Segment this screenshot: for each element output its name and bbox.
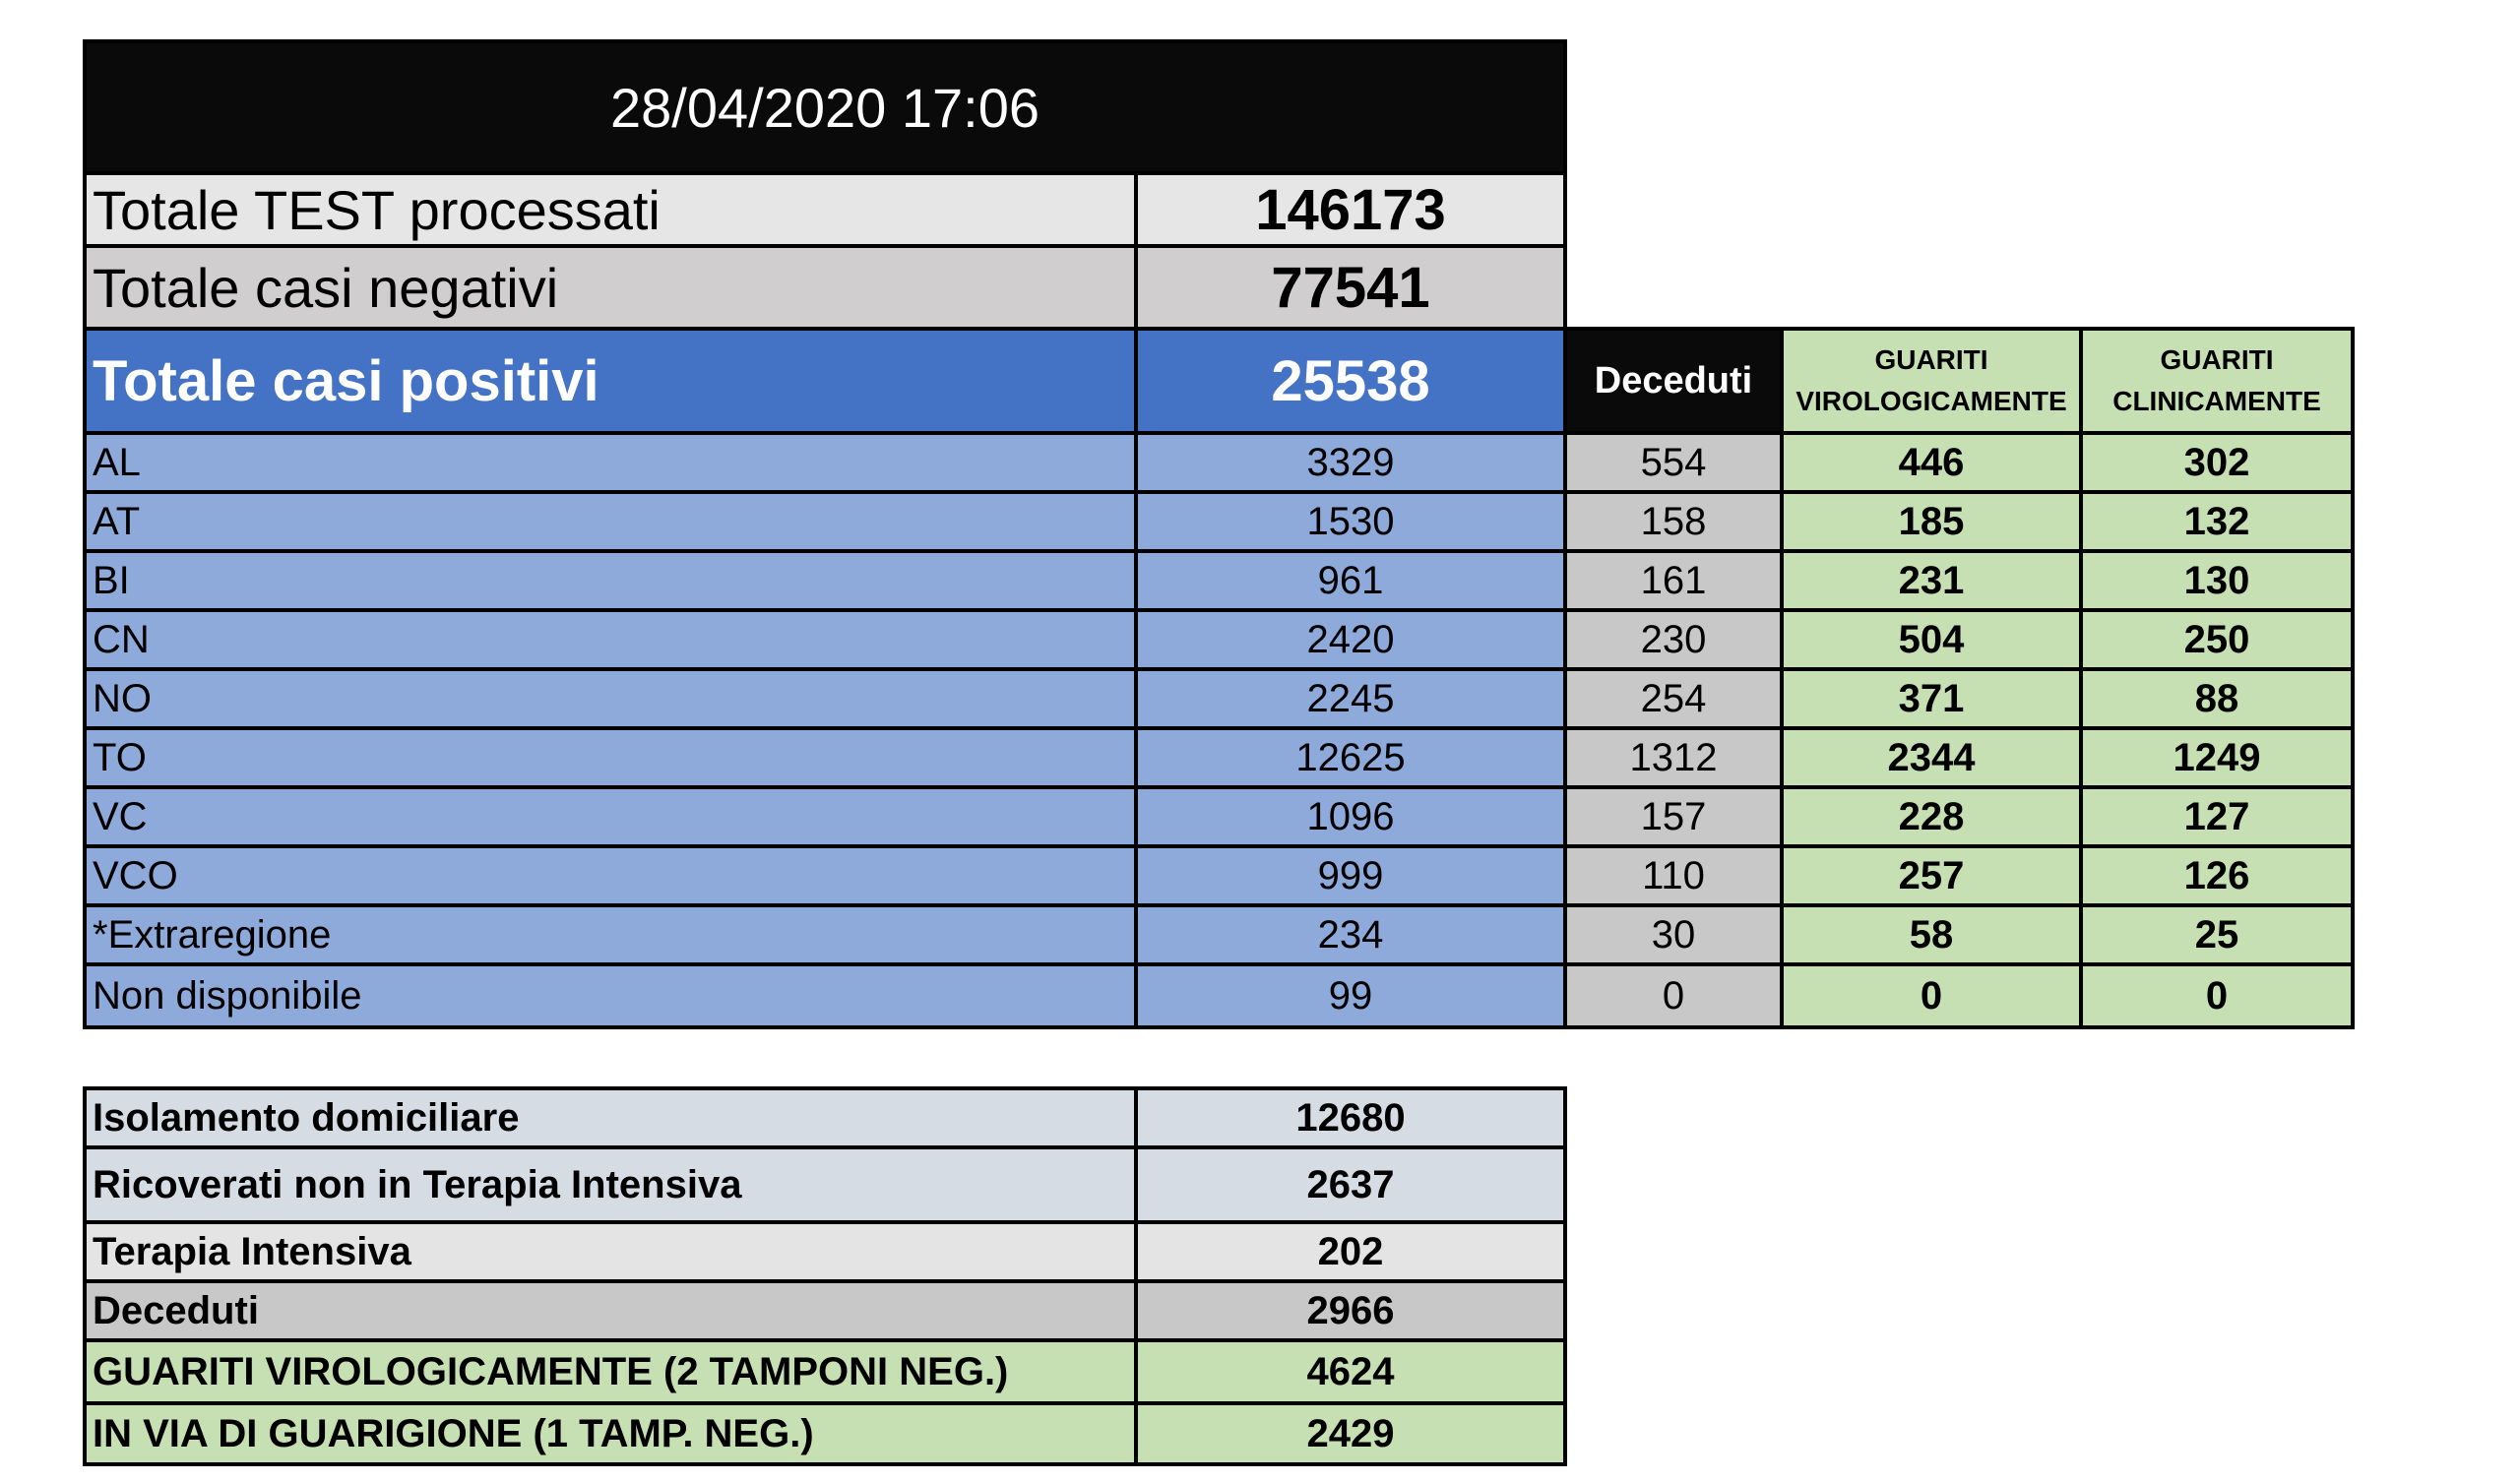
province-name: CN xyxy=(83,608,1138,671)
province-guariti-viro: 228 xyxy=(1780,785,2083,848)
province-guariti-viro: 0 xyxy=(1780,962,2083,1029)
province-positivi: 3329 xyxy=(1134,431,1567,494)
province-guariti-clin: 0 xyxy=(2079,962,2355,1029)
totale-negativi-value: 77541 xyxy=(1134,244,1567,331)
province-name: VC xyxy=(83,785,1138,848)
province-guariti-viro: 446 xyxy=(1780,431,2083,494)
summary-value: 2429 xyxy=(1134,1401,1567,1466)
province-deceduti: 30 xyxy=(1563,903,1784,966)
province-name: AT xyxy=(83,490,1138,553)
summary-label: Isolamento domiciliare xyxy=(83,1086,1138,1149)
province-guariti-viro: 185 xyxy=(1780,490,2083,553)
province-name: TO xyxy=(83,726,1138,789)
province-guariti-clin: 126 xyxy=(2079,844,2355,907)
province-positivi: 12625 xyxy=(1134,726,1567,789)
province-deceduti: 554 xyxy=(1563,431,1784,494)
summary-value: 4624 xyxy=(1134,1338,1567,1405)
province-positivi: 2420 xyxy=(1134,608,1567,671)
summary-value: 12680 xyxy=(1134,1086,1567,1149)
province-deceduti: 1312 xyxy=(1563,726,1784,789)
summary-value: 202 xyxy=(1134,1220,1567,1283)
province-guariti-viro: 231 xyxy=(1780,549,2083,612)
province-positivi: 234 xyxy=(1134,903,1567,966)
province-guariti-clin: 130 xyxy=(2079,549,2355,612)
province-positivi: 961 xyxy=(1134,549,1567,612)
summary-label: IN VIA DI GUARIGIONE (1 TAMP. NEG.) xyxy=(83,1401,1138,1466)
province-name: *Extraregione xyxy=(83,903,1138,966)
province-name: BI xyxy=(83,549,1138,612)
province-deceduti: 0 xyxy=(1563,962,1784,1029)
province-guariti-clin: 1249 xyxy=(2079,726,2355,789)
totale-negativi-label: Totale casi negativi xyxy=(83,244,1138,331)
province-guariti-viro: 2344 xyxy=(1780,726,2083,789)
col-header-deceduti: Deceduti xyxy=(1563,327,1784,435)
province-name: Non disponibile xyxy=(83,962,1138,1029)
province-guariti-viro: 504 xyxy=(1780,608,2083,671)
summary-label: GUARITI VIROLOGICAMENTE (2 TAMPONI NEG.) xyxy=(83,1338,1138,1405)
totale-positivi-value: 25538 xyxy=(1134,327,1567,435)
totale-test-value: 146173 xyxy=(1134,171,1567,248)
totale-positivi-label: Totale casi positivi xyxy=(83,327,1138,435)
province-guariti-viro: 257 xyxy=(1780,844,2083,907)
province-guariti-clin: 127 xyxy=(2079,785,2355,848)
province-deceduti: 158 xyxy=(1563,490,1784,553)
header-timestamp xyxy=(83,39,1567,175)
province-deceduti: 161 xyxy=(1563,549,1784,612)
summary-label: Deceduti xyxy=(83,1279,1138,1342)
summary-value: 2637 xyxy=(1134,1145,1567,1224)
province-guariti-clin: 302 xyxy=(2079,431,2355,494)
province-positivi: 99 xyxy=(1134,962,1567,1029)
province-deceduti: 110 xyxy=(1563,844,1784,907)
province-name: AL xyxy=(83,431,1138,494)
summary-label: Ricoverati non in Terapia Intensiva xyxy=(83,1145,1138,1224)
province-positivi: 2245 xyxy=(1134,667,1567,730)
province-positivi: 999 xyxy=(1134,844,1567,907)
col-header-guariti-clinicamente: GUARITI CLINICAMENTE xyxy=(2079,327,2355,435)
province-guariti-clin: 250 xyxy=(2079,608,2355,671)
province-guariti-clin: 132 xyxy=(2079,490,2355,553)
province-deceduti: 254 xyxy=(1563,667,1784,730)
summary-value: 2966 xyxy=(1134,1279,1567,1342)
province-positivi: 1530 xyxy=(1134,490,1567,553)
timestamp-text: 28/04/2020 17:06 xyxy=(610,76,1040,139)
summary-label: Terapia Intensiva xyxy=(83,1220,1138,1283)
province-positivi: 1096 xyxy=(1134,785,1567,848)
province-guariti-viro: 58 xyxy=(1780,903,2083,966)
province-guariti-clin: 88 xyxy=(2079,667,2355,730)
province-name: NO xyxy=(83,667,1138,730)
col-header-guariti-virologicamente: GUARITI VIROLOGICAMENTE xyxy=(1780,327,2083,435)
province-guariti-clin: 25 xyxy=(2079,903,2355,966)
province-name: VCO xyxy=(83,844,1138,907)
totale-test-label: Totale TEST processati xyxy=(83,171,1138,248)
province-deceduti: 230 xyxy=(1563,608,1784,671)
province-guariti-viro: 371 xyxy=(1780,667,2083,730)
province-deceduti: 157 xyxy=(1563,785,1784,848)
